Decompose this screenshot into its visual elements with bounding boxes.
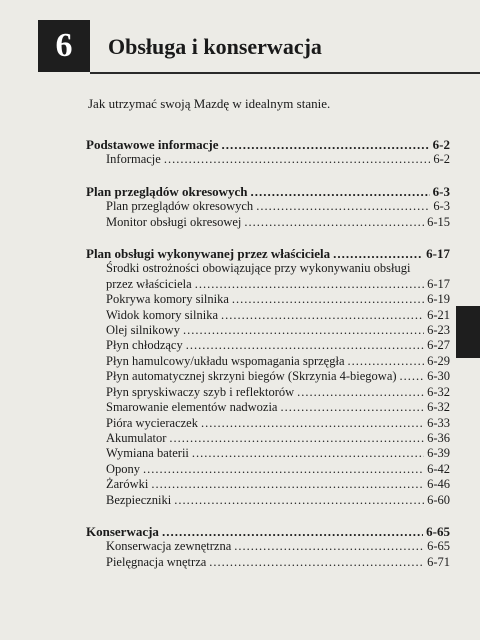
- entry-page-ref: 6-3: [433, 199, 450, 214]
- entry-label: Informacje: [106, 152, 161, 167]
- entry-page-ref: 6-33: [427, 415, 450, 430]
- toc-entry[interactable]: [86, 261, 450, 276]
- section-title: Plan obsługi wykonywanej przez właściciela: [86, 246, 331, 262]
- entry-page-ref: 6-46: [427, 477, 450, 492]
- entry-label: Płyn automatycznej skrzyni biegów (Skrzynia 4-biegowa): [106, 369, 397, 384]
- dot-leader: [232, 292, 424, 307]
- entry-label: Akumulator: [106, 430, 167, 445]
- dot-leader: [222, 137, 430, 152]
- toc-entry[interactable]: [86, 277, 450, 292]
- entry-page-ref: 6-27: [427, 338, 450, 353]
- entry-label: Środki ostrożności obowiązujące przy wykonywaniu obsługi: [106, 261, 411, 276]
- toc-entry[interactable]: [86, 385, 450, 400]
- toc-section: [86, 184, 450, 230]
- dot-leader: [333, 246, 423, 261]
- entry-page-ref: 6-65: [427, 539, 450, 554]
- chapter-tab-marker: [456, 306, 480, 358]
- dot-leader: [256, 199, 430, 214]
- toc-entry[interactable]: [86, 292, 450, 307]
- entry-page-ref: 6-32: [427, 400, 450, 415]
- dot-leader: [151, 477, 424, 492]
- section-page-ref: 6-17: [426, 246, 450, 262]
- section-title: Konserwacja: [86, 523, 159, 539]
- toc-entry[interactable]: [86, 152, 450, 167]
- chapter-number-box: [38, 20, 90, 72]
- toc-entry[interactable]: [86, 446, 450, 461]
- entry-label: Pióra wycieraczek: [106, 415, 198, 430]
- entry-label: Bezpieczniki: [106, 492, 172, 507]
- dot-leader: [251, 184, 430, 199]
- entry-page-ref: 6-19: [427, 292, 450, 307]
- dot-leader: [400, 369, 425, 384]
- dot-leader: [244, 215, 424, 230]
- dot-leader: [162, 524, 423, 539]
- dot-leader: [348, 354, 425, 369]
- toc-entry[interactable]: [86, 493, 450, 508]
- table-of-contents: [86, 137, 450, 586]
- dot-leader: [280, 400, 424, 415]
- toc-entry[interactable]: [86, 199, 450, 214]
- toc-entry[interactable]: [86, 400, 450, 415]
- toc-entry[interactable]: [86, 477, 450, 492]
- entry-label: Płyn spryskiwaczy szyb i reflektorów: [106, 384, 295, 399]
- dot-leader: [192, 446, 424, 461]
- entry-label: Pielęgnacja wnętrza: [106, 554, 207, 569]
- dot-leader: [209, 555, 424, 570]
- section-page-ref: 6-65: [426, 523, 450, 539]
- toc-section: [86, 137, 450, 168]
- toc-section-heading[interactable]: [86, 246, 450, 261]
- toc-entry[interactable]: [86, 416, 450, 431]
- entry-page-ref: 6-36: [427, 430, 450, 445]
- entry-page-ref: 6-2: [433, 152, 450, 167]
- chapter-number: 6: [55, 27, 73, 64]
- dot-leader: [183, 323, 424, 338]
- entry-label: Monitor obsługi okresowej: [106, 214, 242, 229]
- dot-leader: [221, 308, 424, 323]
- entry-page-ref: 6-29: [427, 353, 450, 368]
- intro-text: Jak utrzymać swoją Mazdę w idealnym stanie.: [88, 96, 331, 111]
- toc-section-heading[interactable]: [86, 137, 450, 152]
- entry-page-ref: 6-39: [427, 446, 450, 461]
- entry-label: Widok komory silnika: [106, 307, 218, 322]
- title-rule: [90, 72, 480, 74]
- section-page-ref: 6-3: [432, 183, 450, 199]
- toc-entry[interactable]: [86, 555, 450, 570]
- dot-leader: [297, 385, 424, 400]
- entry-label: Olej silnikowy: [106, 323, 180, 338]
- entry-label: Opony: [106, 461, 141, 476]
- entry-label: Pokrywa komory silnika: [106, 292, 229, 307]
- entry-label: Żarówki: [106, 477, 149, 492]
- toc-entry[interactable]: [86, 308, 450, 323]
- dot-leader: [143, 462, 424, 477]
- entry-page-ref: 6-71: [427, 554, 450, 569]
- section-title: Plan przeglądów okresowych: [86, 183, 248, 199]
- entry-page-ref: 6-30: [427, 369, 450, 384]
- toc-section: [86, 524, 450, 570]
- entry-label: Płyn chłodzący: [106, 338, 183, 353]
- toc-entry[interactable]: [86, 431, 450, 446]
- toc-section: [86, 246, 450, 508]
- toc-entry[interactable]: [86, 539, 450, 554]
- dot-leader: [164, 152, 431, 167]
- entry-page-ref: 6-60: [427, 492, 450, 507]
- entry-label: Smarowanie elementów nadwozia: [106, 400, 278, 415]
- toc-entry[interactable]: [86, 323, 450, 338]
- toc-entry[interactable]: [86, 354, 450, 369]
- entry-page-ref: 6-15: [427, 214, 450, 229]
- toc-section-heading[interactable]: [86, 184, 450, 199]
- section-title: Podstawowe informacje: [86, 137, 219, 152]
- entry-page-ref: 6-32: [427, 384, 450, 399]
- toc-entry[interactable]: [86, 462, 450, 477]
- entry-label: Plan przeglądów okresowych: [106, 199, 254, 214]
- entry-page-ref: 6-42: [427, 461, 450, 476]
- entry-label: Konserwacja zewnętrzna: [106, 539, 232, 554]
- dot-leader: [234, 539, 424, 554]
- toc-entry[interactable]: [86, 369, 450, 384]
- entry-page-ref: 6-17: [427, 276, 450, 291]
- section-page-ref: 6-2: [432, 137, 450, 152]
- entry-label: Wymiana baterii: [106, 446, 189, 461]
- dot-leader: [174, 493, 424, 508]
- toc-entry[interactable]: [86, 338, 450, 353]
- toc-entry[interactable]: [86, 215, 450, 230]
- dot-leader: [169, 431, 424, 446]
- entry-page-ref: 6-23: [427, 323, 450, 338]
- dot-leader: [186, 338, 424, 353]
- toc-section-heading[interactable]: [86, 524, 450, 539]
- dot-leader: [201, 416, 424, 431]
- dot-leader: [195, 277, 424, 292]
- chapter-title: Obsługa i konserwacja: [108, 34, 322, 59]
- entry-label: przez właściciela: [106, 276, 192, 291]
- entry-page-ref: 6-21: [427, 307, 450, 322]
- entry-label: Płyn hamulcowy/układu wspomagania sprzęgła: [106, 353, 345, 368]
